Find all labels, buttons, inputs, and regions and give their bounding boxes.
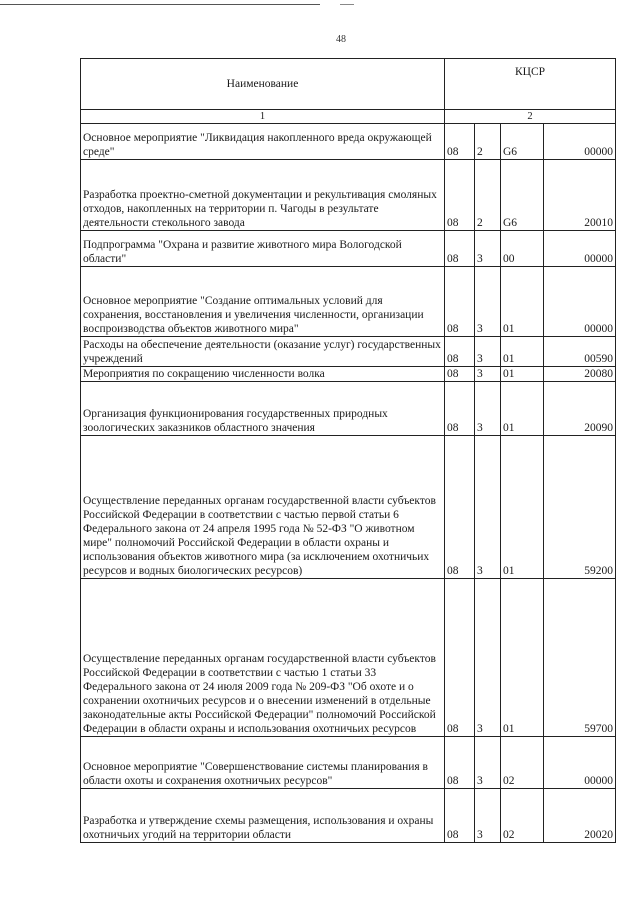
row-code-2: 3 [475,367,501,382]
row-code-4: 59700 [544,579,616,737]
row-code-2: 3 [475,579,501,737]
row-code-3: G6 [501,124,544,160]
table-row [81,382,616,436]
row-name: Основное мероприятие "Ликвидация накопленного вреда окружающей среде" [81,124,445,160]
row-code-2: 2 [475,124,501,160]
kcsr-table [80,58,616,843]
row-code-1: 08 [445,231,475,267]
row-name: Разработка проектно-сметной документации и рекультивация смоляных отходов, накопленных на территории п. Чагоды в результате деятельности стекольного завода [81,160,445,231]
row-code-2: 2 [475,160,501,231]
table-row [81,436,616,579]
row-code-2: 3 [475,436,501,579]
table-row [81,267,616,337]
page-number: 48 [336,34,346,45]
row-name: Основное мероприятие "Создание оптимальных условий для сохранения, восстановления и увеличения численности, организации воспроизводства объектов животного мира" [81,267,445,337]
top-scan-rule [0,4,320,5]
row-code-2: 3 [475,267,501,337]
top-scan-mark [340,4,354,5]
row-code-2: 3 [475,737,501,789]
row-name: Расходы на обеспечение деятельности (оказание услуг) государственных учреждений [81,337,445,367]
row-code-1: 08 [445,160,475,231]
table-row [81,579,616,737]
row-code-4: 20020 [544,789,616,843]
row-code-1: 08 [445,267,475,337]
table-row [81,789,616,843]
row-name: Основное мероприятие "Совершенствование системы планирования в области охоты и сохранения охотничьих ресурсов" [81,737,445,789]
table-row [81,337,616,367]
row-code-4: 00000 [544,124,616,160]
row-code-4: 00000 [544,231,616,267]
row-code-1: 08 [445,337,475,367]
row-code-4: 20080 [544,367,616,382]
row-code-1: 08 [445,737,475,789]
table-row [81,737,616,789]
header-kcsr: КЦСР [445,59,616,110]
row-code-2: 3 [475,231,501,267]
row-code-2: 3 [475,382,501,436]
row-code-1: 08 [445,436,475,579]
row-name: Подпрограмма "Охрана и развитие животного мира Вологодской области" [81,231,445,267]
row-code-3: 01 [501,367,544,382]
row-name: Осуществление переданных органам государственной власти субъектов Российской Федерации в соответствии с частью первой статьи 6 Федерального закона от 24 апреля 1995 года № 52-ФЗ "О животном мире" полномочий Российской Федерации в области охраны и использования объектов животного мира (за исключением охотничьих ресурсов и водных биологических ресурсов) [81,436,445,579]
row-code-3: 01 [501,337,544,367]
row-name: Осуществление переданных органам государственной власти субъектов Российской Федерации в соответствии с частью 1 статьи 33 Федерального закона от 24 июля 2009 года № 209-ФЗ "Об охоте и о сохранении охотничьих ресурсов и о внесении изменений в отдельные законодательные акты Российской Федерации" полномочий Российской Федерации в области охраны и использования охотничьих ресурсов [81,579,445,737]
table-row [81,367,616,382]
row-code-4: 59200 [544,436,616,579]
table-row [81,124,616,160]
row-code-4: 20090 [544,382,616,436]
column-number-kcsr: 2 [445,110,616,124]
row-code-3: 02 [501,737,544,789]
row-code-1: 08 [445,382,475,436]
column-number-name: 1 [81,110,445,124]
row-code-2: 3 [475,789,501,843]
row-code-1: 08 [445,789,475,843]
row-code-4: 20010 [544,160,616,231]
header-name: Наименование [81,59,445,110]
row-code-3: 01 [501,267,544,337]
row-code-2: 3 [475,337,501,367]
row-code-1: 08 [445,579,475,737]
row-code-1: 08 [445,124,475,160]
row-code-1: 08 [445,367,475,382]
row-name: Организация функционирования государственных природных зоологических заказников областного значения [81,382,445,436]
column-number-row [81,110,616,124]
table-header-row [81,59,616,110]
row-code-3: 02 [501,789,544,843]
row-name: Разработка и утверждение схемы размещения, использования и охраны охотничьих угодий на территории области [81,789,445,843]
row-code-3: 01 [501,436,544,579]
row-code-3: G6 [501,160,544,231]
row-code-4: 00000 [544,267,616,337]
row-code-4: 00000 [544,737,616,789]
row-name: Мероприятия по сокращению численности волка [81,367,445,382]
row-code-3: 00 [501,231,544,267]
row-code-4: 00590 [544,337,616,367]
table-row [81,231,616,267]
row-code-3: 01 [501,579,544,737]
table-row [81,160,616,231]
row-code-3: 01 [501,382,544,436]
